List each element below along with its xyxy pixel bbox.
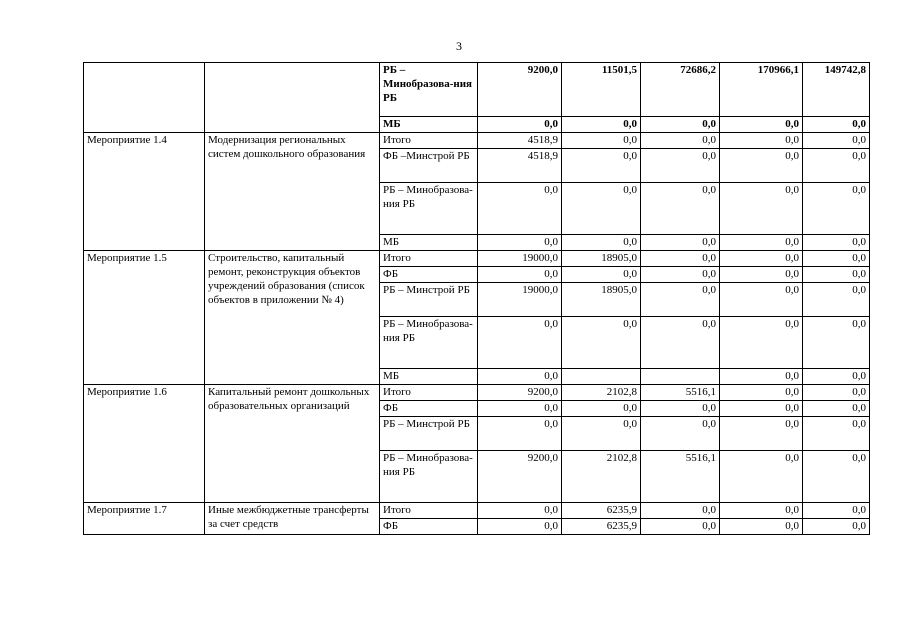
table-row (84, 133, 870, 149)
value-cell: 0,0 (803, 235, 870, 251)
value-cell: 0,0 (803, 451, 870, 503)
value-cell: 0,0 (562, 235, 641, 251)
value-cell: 4518,9 (478, 133, 562, 149)
value-cell: 0,0 (562, 117, 641, 133)
value-cell: 2102,8 (562, 451, 641, 503)
event-cell: Мероприятие 1.5 (84, 251, 205, 385)
value-cell: 0,0 (720, 283, 803, 317)
value-cell: 0,0 (562, 317, 641, 369)
value-cell: 0,0 (803, 283, 870, 317)
value-cell: 0,0 (803, 183, 870, 235)
value-cell: 6235,9 (562, 503, 641, 519)
value-cell: 149742,8 (803, 63, 870, 117)
funding-source-cell: РБ – Минобразова-ния РБ (380, 183, 478, 235)
value-cell: 0,0 (720, 251, 803, 267)
value-cell: 0,0 (641, 417, 720, 451)
value-cell: 0,0 (803, 385, 870, 401)
value-cell: 19000,0 (478, 251, 562, 267)
value-cell: 19000,0 (478, 283, 562, 317)
event-name-cell: Капитальный ремонт дошкольных образовательных организаций (205, 385, 380, 503)
value-cell: 0,0 (478, 183, 562, 235)
event-name-cell: Строительство, капитальный ремонт, реконструкция объектов учреждений образования (список объектов в приложении № 4) (205, 251, 380, 385)
funding-source-cell: Итого (380, 385, 478, 401)
value-cell: 11501,5 (562, 63, 641, 117)
funding-source-cell: РБ – Минстрой РБ (380, 417, 478, 451)
value-cell: 0,0 (720, 317, 803, 369)
value-cell: 0,0 (803, 251, 870, 267)
value-cell: 72686,2 (641, 63, 720, 117)
value-cell: 0,0 (720, 149, 803, 183)
value-cell: 0,0 (478, 117, 562, 133)
funding-source-cell: РБ – Минобразова-ния РБ (380, 451, 478, 503)
table-row (84, 63, 870, 117)
value-cell: 0,0 (562, 133, 641, 149)
value-cell: 0,0 (562, 267, 641, 283)
funding-source-cell: МБ (380, 117, 478, 133)
value-cell: 0,0 (641, 503, 720, 519)
value-cell: 0,0 (803, 133, 870, 149)
table-body (84, 63, 870, 535)
value-cell: 6235,9 (562, 519, 641, 535)
value-cell: 0,0 (478, 503, 562, 519)
event-cell (84, 63, 205, 133)
page-number: 3 (456, 39, 462, 53)
value-cell: 0,0 (478, 401, 562, 417)
value-cell: 0,0 (803, 149, 870, 183)
value-cell: 5516,1 (641, 451, 720, 503)
funding-source-cell: РБ – Минобразова-ния РБ (380, 317, 478, 369)
value-cell: 9200,0 (478, 63, 562, 117)
value-cell: 0,0 (641, 283, 720, 317)
value-cell: 0,0 (478, 417, 562, 451)
funding-source-cell: МБ (380, 235, 478, 251)
value-cell: 0,0 (562, 401, 641, 417)
event-name-cell: Модернизация региональных систем дошкольного образования (205, 133, 380, 251)
value-cell: 0,0 (562, 149, 641, 183)
value-cell: 0,0 (641, 133, 720, 149)
value-cell: 0,0 (720, 519, 803, 535)
value-cell: 18905,0 (562, 251, 641, 267)
value-cell: 0,0 (803, 369, 870, 385)
value-cell (641, 369, 720, 385)
event-cell: Мероприятие 1.7 (84, 503, 205, 535)
funding-source-cell: РБ – Минобразова-ния РБ (380, 63, 478, 117)
value-cell: 170966,1 (720, 63, 803, 117)
event-name-cell (205, 63, 380, 133)
table-row (84, 385, 870, 401)
value-cell: 0,0 (720, 235, 803, 251)
value-cell: 0,0 (720, 451, 803, 503)
value-cell: 0,0 (803, 417, 870, 451)
value-cell: 0,0 (641, 519, 720, 535)
event-name-cell: Иные межбюджетные трансферты за счет средств (205, 503, 380, 535)
value-cell: 9200,0 (478, 385, 562, 401)
value-cell (562, 369, 641, 385)
funding-source-cell: РБ – Минстрой РБ (380, 283, 478, 317)
funding-source-cell: Итого (380, 133, 478, 149)
funding-source-cell: Итого (380, 251, 478, 267)
funding-source-cell: МБ (380, 369, 478, 385)
value-cell: 0,0 (641, 235, 720, 251)
value-cell: 0,0 (720, 117, 803, 133)
budget-table (83, 62, 870, 535)
value-cell: 0,0 (803, 267, 870, 283)
value-cell: 0,0 (641, 251, 720, 267)
funding-source-cell: ФБ (380, 267, 478, 283)
value-cell: 0,0 (720, 385, 803, 401)
value-cell: 5516,1 (641, 385, 720, 401)
value-cell: 0,0 (478, 369, 562, 385)
value-cell: 0,0 (562, 417, 641, 451)
value-cell: 0,0 (720, 417, 803, 451)
value-cell: 0,0 (478, 267, 562, 283)
value-cell: 0,0 (803, 117, 870, 133)
value-cell: 0,0 (641, 267, 720, 283)
value-cell: 4518,9 (478, 149, 562, 183)
value-cell: 0,0 (720, 401, 803, 417)
value-cell: 0,0 (478, 519, 562, 535)
value-cell: 0,0 (720, 503, 803, 519)
funding-source-cell: ФБ (380, 401, 478, 417)
value-cell: 0,0 (641, 149, 720, 183)
value-cell: 0,0 (641, 183, 720, 235)
value-cell: 0,0 (803, 519, 870, 535)
table-row (84, 251, 870, 267)
event-cell: Мероприятие 1.4 (84, 133, 205, 251)
value-cell: 0,0 (720, 133, 803, 149)
value-cell: 0,0 (803, 503, 870, 519)
value-cell: 0,0 (803, 317, 870, 369)
value-cell: 2102,8 (562, 385, 641, 401)
value-cell: 9200,0 (478, 451, 562, 503)
value-cell: 0,0 (641, 117, 720, 133)
value-cell: 0,0 (641, 401, 720, 417)
value-cell: 18905,0 (562, 283, 641, 317)
value-cell: 0,0 (720, 369, 803, 385)
value-cell: 0,0 (803, 401, 870, 417)
funding-source-cell: Итого (380, 503, 478, 519)
event-cell: Мероприятие 1.6 (84, 385, 205, 503)
value-cell: 0,0 (562, 183, 641, 235)
value-cell: 0,0 (478, 235, 562, 251)
table-row (84, 503, 870, 519)
value-cell: 0,0 (478, 317, 562, 369)
value-cell: 0,0 (720, 267, 803, 283)
funding-source-cell: ФБ –Минстрой РБ (380, 149, 478, 183)
value-cell: 0,0 (720, 183, 803, 235)
value-cell: 0,0 (641, 317, 720, 369)
funding-source-cell: ФБ (380, 519, 478, 535)
